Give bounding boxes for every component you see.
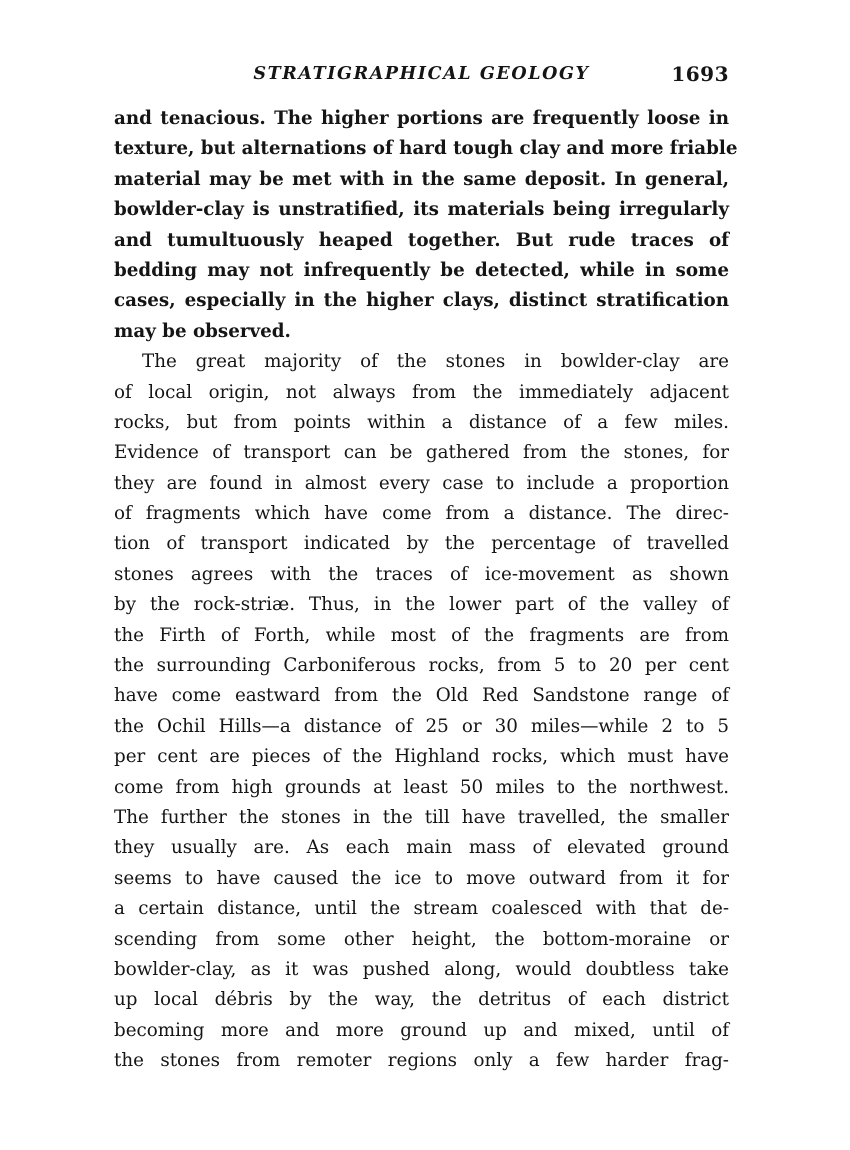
text-line: tion of transport indicated by the percentage of travelled (114, 533, 729, 555)
text-line: bowlder-clay, as it was pushed along, would doubtless take (114, 958, 729, 980)
page-number: 1693 (671, 62, 729, 86)
paragraph-1 (114, 104, 738, 347)
text-line: rocks, but from points within a distance of a few miles. (114, 411, 729, 433)
text-line: material may be met with in the same deposit. In general, (114, 168, 729, 190)
body-text (114, 104, 738, 1077)
text-line: the surrounding Carboniferous rocks, from 5 to 20 per cent (114, 655, 729, 677)
text-line: seems to have caused the ice to move outward from it for (114, 867, 729, 889)
text-line: stones agrees with the traces of ice-movement as shown (114, 563, 729, 585)
running-title: STRATIGRAPHICAL GEOLOGY (253, 64, 590, 84)
text-line: and tumultuously heaped together. But rude traces of (114, 229, 729, 251)
text-line: per cent are pieces of the Highland rocks, which must have (114, 746, 729, 768)
text-line: the stones from remoter regions only a few harder frag- (114, 1050, 729, 1072)
text-line: a certain distance, until the stream coalesced with that de- (114, 898, 729, 920)
text-line: they usually are. As each main mass of elevated ground (114, 837, 729, 859)
text-line: becoming more and more ground up and mixed, until of (114, 1019, 729, 1041)
text-line: the Ochil Hills—a distance of 25 or 30 miles—while 2 to 5 (114, 715, 729, 737)
text-line: may be observed. (114, 320, 291, 342)
text-line: cases, especially in the higher clays, distinct stratification (114, 290, 729, 312)
text-line: Evidence of transport can be gathered from the stones, for (114, 442, 729, 464)
text-line: of local origin, not always from the immediately adjacent (114, 381, 729, 403)
text-line: bowlder-clay is unstratified, its materials being irregularly (114, 199, 729, 221)
text-line: The great majority of the stones in bowlder-clay are (142, 351, 729, 373)
text-line: the Firth of Forth, while most of the fragments are from (114, 624, 729, 646)
text-line: of fragments which have come from a distance. The direc- (114, 503, 729, 525)
page-header (114, 58, 729, 90)
text-line: The further the stones in the till have travelled, the smaller (114, 806, 729, 828)
text-line: they are found in almost every case to include a proportion (114, 472, 729, 494)
text-line: and tenacious. The higher portions are frequently loose in (114, 108, 729, 129)
text-line: bedding may not infrequently be detected, while in some (114, 259, 729, 281)
text-line: by the rock-striæ. Thus, in the lower part of the valley of (114, 594, 729, 616)
text-line: texture, but alternations of hard tough clay and more friable (114, 138, 738, 160)
text-line: have come eastward from the Old Red Sandstone range of (114, 685, 729, 707)
text-line: come from high grounds at least 50 miles to the northwest. (114, 776, 729, 798)
paragraph-2 (114, 347, 729, 1076)
text-line: scending from some other height, the bottom-moraine or (114, 928, 729, 950)
text-line: up local débris by the way, the detritus of each district (114, 989, 729, 1011)
